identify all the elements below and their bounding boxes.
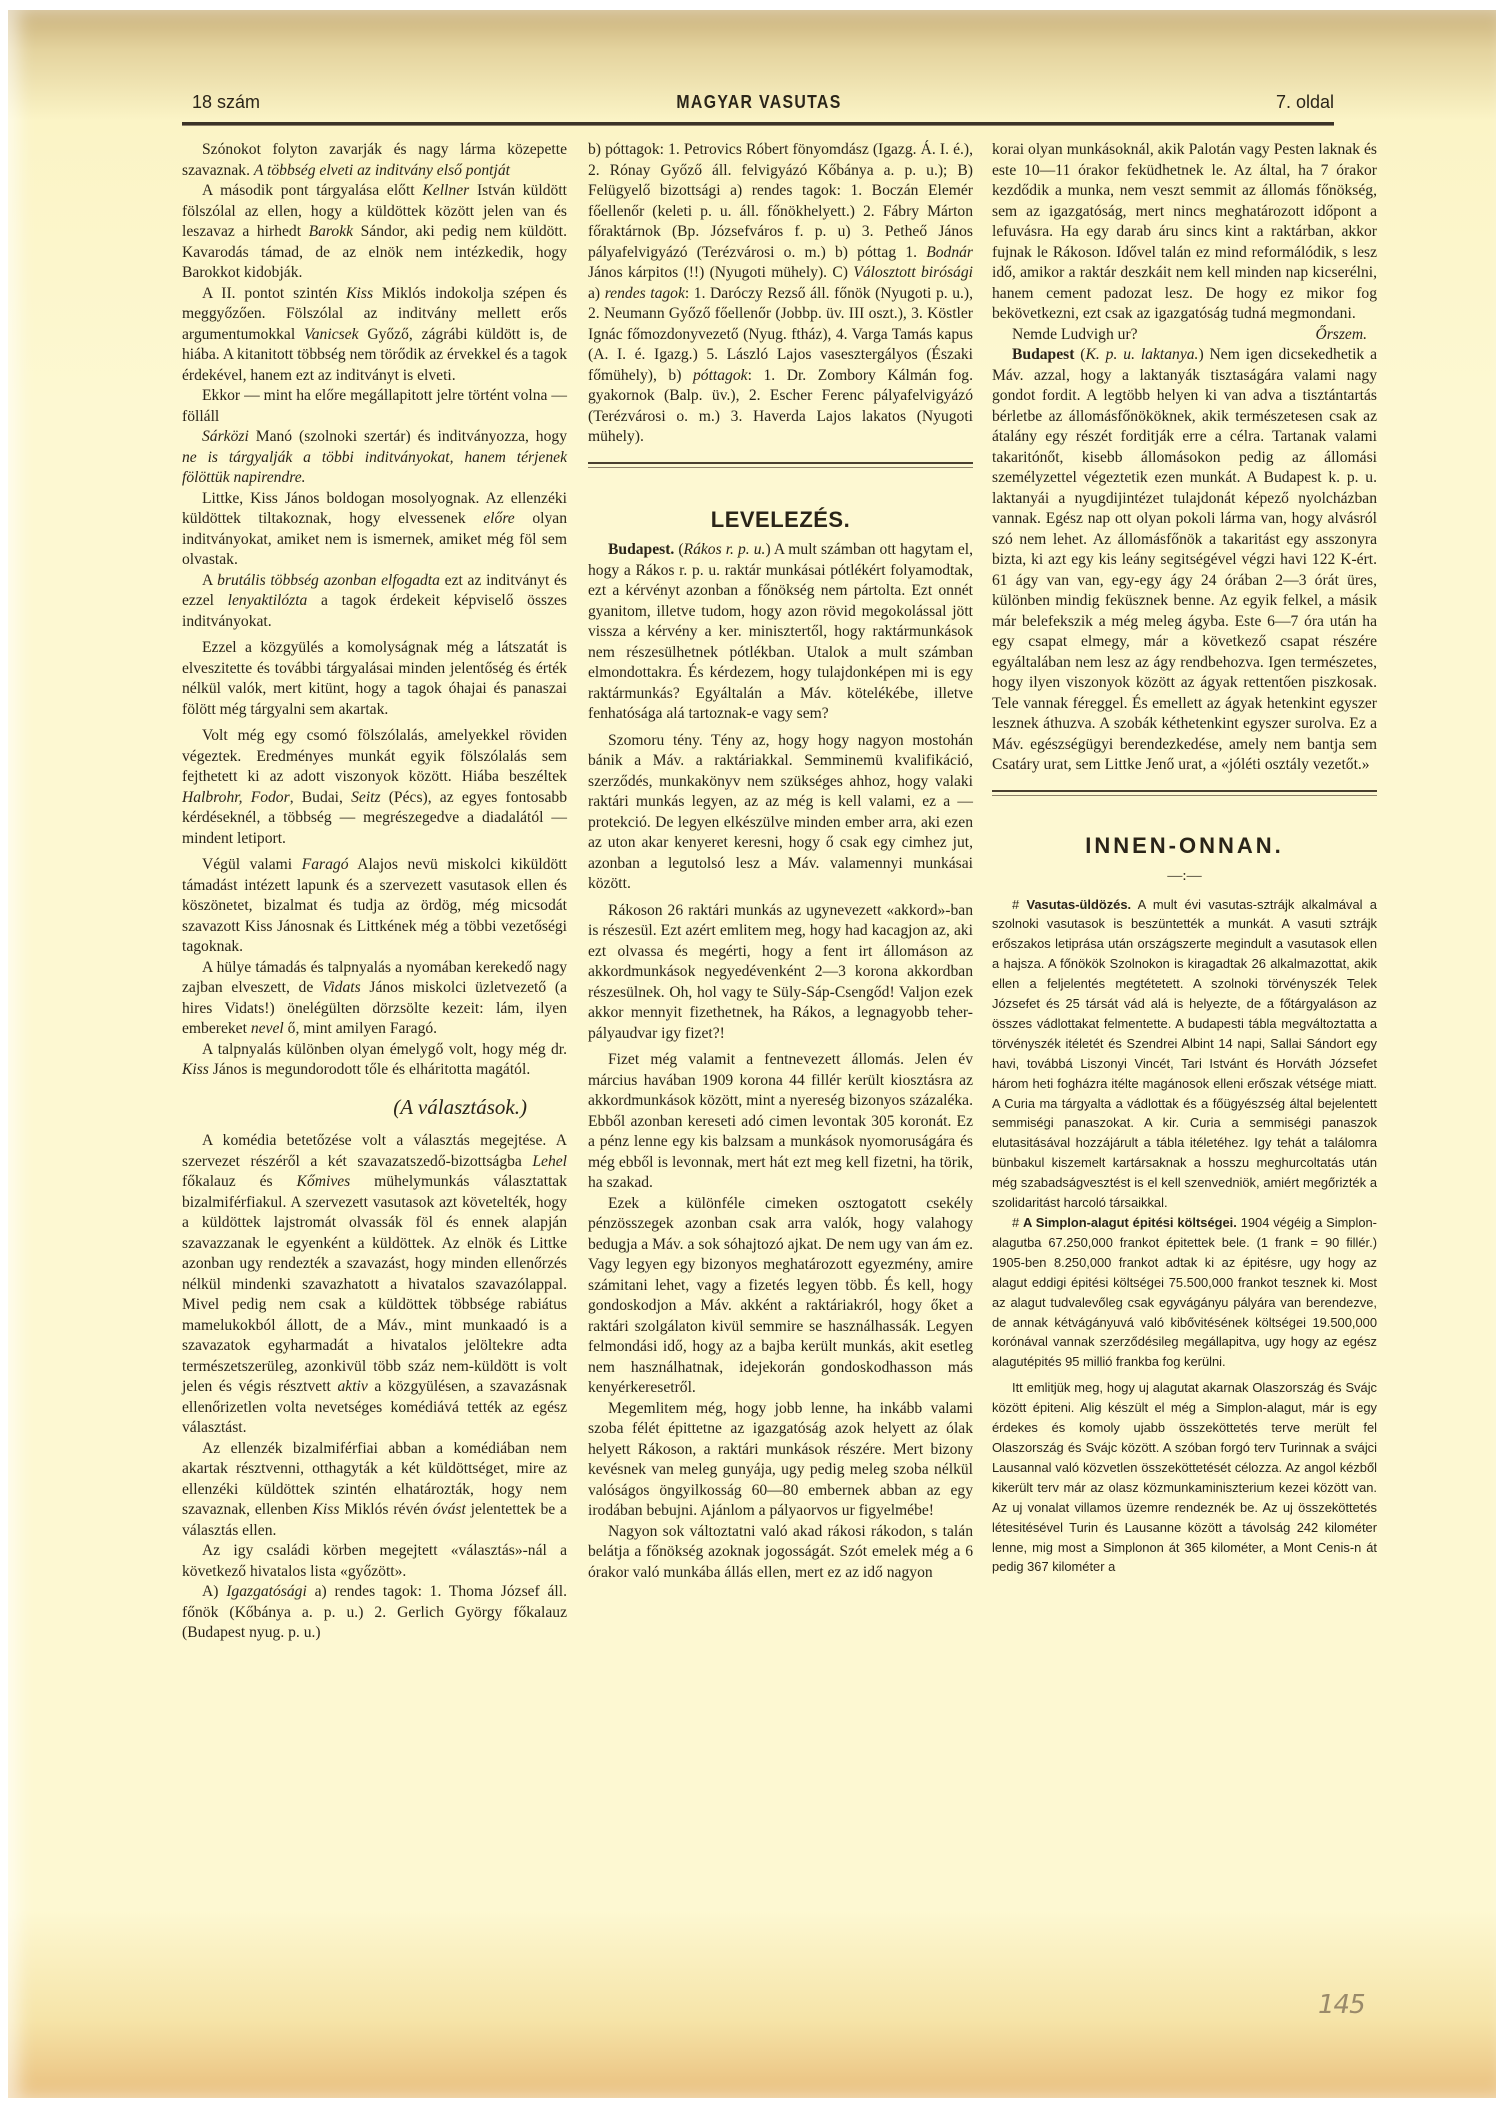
page-header	[180, 88, 1338, 118]
masthead-title: MAGYAR VASUTAS	[676, 92, 842, 112]
hash-bullet-icon: #	[1012, 896, 1020, 912]
paragraph: A komédia betetőzése volt a választás megejtése. A szervezet részéről a két szavazatszedő-bizottságba Lehel főkalauz és Kőmives mühelymunkás választattak bizalmiférfiakul. A szervezett vasutasok azt követelték, hogy a küldöttek lajstromát olvassák föl és ennek alapján szavazzanak le egyenként a küldöttek. Az elnök és Littke azonban ugy rendezték a szavazást, hogy minden ellenőrzés nélkül mindenki szavazhatott a hivatalos szavazólappal. Mivel pedig nem csak a küldöttek többsége rabiátus mamelukokból állott, de a Máv., mint munkaadó is a szavazatok egyharmadát a hivatalos jelöltekre adta természetszerüleg, azonkivül több száz nem-küldött is volt jelen és végis résztvett aktiv a közgyülésen, a szavazásnak ellenőrizetlen volta nevetséges komédiává tették az egész választást.	[182, 1132, 567, 1436]
paragraph: Budapest. (Rákos r. p. u.) A mult számban ott hagytam el, hogy a Rákos r. p. u. raktár munkásai pótlékért folyamodtak, ezt a kérvényt azonban a főnökség nem pártolta. Ezt onnét gyanitom, illetve tudom, hogy azon rövid megokolással jött vissza a kérvény a ker. minisztertől, hogy raktármunkások nem részesülhetnek pótlékban. Utalok a mult számban elmondottakra. És kérdezem, hogy tulajdonképen mi is egy raktármunkás? Egyáltalán a Máv. kötelékébe, illetve fenhatósága alá tartoznak-e vagy sem?	[588, 541, 973, 722]
paragraph: Ezek a különféle cimeken osztogatott csekély pénzösszegek azonban csak arra valók, hogy valahogy bedugja a Máv. a sok sóhajtozó ajkat. De nem ugy van ám ez. Vagy legyen egy bizonyos meghatározott egyezmény, amire számitani lehet, vagy a fizetés legyen több. És kell, hogy gondoskodjon a Máv. akként a raktáriakról, hogy őket a raktári szolgálaton kivül semmire se használhassák. Legyen felmondási idő, hogy az a bajba került munkás, akit esetleg nem használhatnak, idejekorán gondoskodhasson más kenyérkeresetről.	[588, 1194, 973, 1396]
paragraph: Az igy családi körben megejtett «választás»-nál a következő hivatalos lista «győzött».	[182, 1542, 567, 1580]
signature-line	[992, 325, 1377, 346]
paragraph: Fizet még valamit a fentnevezett állomás. Jelen év március havában 1909 korona 44 fillér került kiosztásra az akkordmunkások között, mint a nyereség bizonyos százaléka. Ebből azonban kereseti adó cimen levontak 305 koronát. Ez a pénz lenne egy kis balzsam a munkások nyomoruságára és még ebből is levonnak, mert hát ezt meg kell fizetni, ha törik, ha szakad.	[588, 1051, 973, 1191]
paragraph: A talpnyalás különben olyan émelygő volt, hogy még dr. Kiss János is megundorodott tőle és elháritotta magától.	[182, 1040, 567, 1078]
paragraph: Volt még egy csomó fölszólalás, amelyekkel röviden végeztek. Eredményes munkát egyik fölszólalás sem fejthetett ki az adott viszonyok között. Hiába beszéltek Halbrohr, Fodor, Budai, Seitz (Pécs), az egyes fontosabb kérdéseknél, a többség — megrészegedve a diadalától — mindent letiport.	[182, 727, 568, 847]
paragraph: A hülye támadás és talpnyalás a nyomában kerekedő nagy zajban elveszett, de Vidats János miskolci üzletvezető (a hires Vidats!) önelégülten dörzsölte kezeit: lám, ilyen embereket nevel ő, mint amilyen Faragó.	[182, 958, 567, 1037]
paragraph: Megemlitem még, hogy jobb lenne, ha inkább valami szoba félét épittetne az igazgatóság azok helyett az ólak helyett Rákoson, a raktári munkások részére. Mert bizony kevésnek van meleg gunyája, ugy pedig meleg szoba nélkül valóságos öngyilkosság 60—80 embernek abban az egy irodában bebujni. Ajánlom a pályaorvos ur figyelmébe!	[588, 1399, 973, 1519]
paragraph: Budapest (K. p. u. laktanya.) Nem igen dicsekedhetik a Máv. azzal, hogy a laktanyák tisztaságára valami nagy gondot fordit. A legtöbb helyen ki van adva a tisztántartás bérletbe az állomásfőnököknek, akik természetesen csak az átalány egy részét forditják erre a célra. Tartanak valami takaritónőt, kisebb állomásokon pedig az állomási személyzettel végeztetik ezen munkát. A Budapest k. p. u. laktanyái a nyugdijintézet tulajdonát képező nyolcházban vannak. Egész nap ott olyan pokoli lárma van, hogy alvásról szó nem lehet. Az állomásfőnök a takaritást egy asszonyra bizta, ki azt egy kis leány segitségével végzi havi 122 K-ért. 61 ágy van van, egy-egy ágy 24 órában 2—3 órát üres, különben mindig feküsznek benne. Az egyik felkel, a másik már belefekszik a még meleg ágyba. Este 6—7 óra után ha egy csapat elmegy, már a következő csapat részére egyáltalában nem lesz az ágy rendbehozva. Igen természetes, hogy ilyen viszonyok között az ágyak rettentően piszkosak. Tele vannak féreggel. És emellett az ágyak hetenkint egyszer lesznek áthuzva. A szobák kéthetenkint egyszer surolva. Ez a Máv. egészségügyi berendezkedése, amely nem bantja sem Csatáry urat, sem Littke Jenő urat, a «jóléti osztály vezetőt.»	[992, 346, 1378, 773]
news-item: # Vasutas-üldözés. A mult évi vasutas-sztrájk alkalmával a szolnoki vasutasok is beszüntették a munkát. A vasuti sztrájk erőszakos letiprása után országszerte megindult a vasutasok ellen a hajsza. A főnökök Szolnokon is kiragadtak 26 alkalmazottat, akik ellen a feljelentés megtétetett. A szolnoki törvényszék Telek Józsefet és 25 társát vád alá is helyezte, de a főtárgyaláson az összes vádlottakat felmentette. A budapesti tábla megváltoztatta a törvényszék itéletét és Szendrei Albint 14 napi, Sallai Sándort egy havi, továbbá Liszonyi Vincét, Tari Istvánt és Horváth Józsefet három heti fogházra itélte magánosok elleni erőszak vétsége miatt. A Curia ma tárgyalta a vádlottak és a főügyészség által bejelentett semmiségi panaszokat. A kir. Curia a semmiségi panaszok elutasitásával hozzájárult a tábla itéletéhez. Igy tehát a találomra bünbakul kiszemelt kartársaknak a hosszu meghurcoltatás után még szabadságvesztést is el kell szenvedniök, amiért megőrizték a szolidaritást harcoló társaikkal.	[992, 896, 1377, 1211]
header-rule	[182, 122, 1334, 126]
column-1	[182, 140, 567, 1644]
paragraph: Ekkor — mint ha előre megállapitott jelre történt volna — fölláll	[182, 387, 567, 425]
page-number: 7. oldal	[1275, 92, 1334, 112]
paragraph: Ezzel a közgyülés a komolyságnak még a látszatát is elveszitette és további tárgyalásai minden jelentőség és érték nélkül valók, mert kitünt, hogy a tagok óhajai és panaszai fölött még tárgyalni sem akartak.	[182, 639, 567, 718]
paragraph: Rákoson 26 raktári munkás az ugynevezett «akkord»-ban is részesül. Ezt azért emlitem meg, hogy had kacagjon az, aki ezt olvassa és megérti, hogy a fent irt állomáson az akkordmunkások negyedévenként 2—3 korona akkordban részesülnek. Oh, hol vagy te Süly-Sáp-Csengőd! Valjon ezek akkor mennyit fizethetnek, ha Rákos, a legnagyobb teher-pályaudvar igy fizet?!	[588, 901, 973, 1042]
issue-number: 18 szám	[192, 92, 261, 112]
paragraph: Sárközi Manó (szolnoki szertár) és inditványozza, hogy ne is tárgyalják a többi inditványokat, hanem térjenek fölöttük napirendre.	[182, 428, 567, 486]
closing-question: Nemde Ludvigh ur?	[1012, 325, 1138, 343]
subsection-title: (A választások.)	[393, 1094, 527, 1119]
paragraph: Az ellenzék bizalmiférfiai abban a komédiában nem akartak résztvenni, otthagyták a két küldöttséget, mire az ellenzéki küldöttek szintén elhatározták, hogy nem szavaznak, ellenben Kiss Miklós révén óvást jelentettek be a választás ellen.	[182, 1439, 567, 1539]
paragraph: korai olyan munkásoknál, akik Palotán vagy Pesten laknak és este 10—11 órakor feküdhetnek le. Az által, ha 7 órakor kezdődik a munka, nem veszt semmit az állomás főnökség, sem az igazgatóság, mert nincs meghatározott időpont a lefuvásra. Ha egy darab áru sincs kint a raktárban, akkor fujnak le Rákoson. Idővel talán ez mind reformálódik, s lesz idő, amikor a raktár deszkáit nem kell minden nap kicserélni, hanem cement padozat lesz. De hogy ez mikor fog bekövetkezni, ezt csak az igazgatóság tudná megmondani.	[992, 141, 1377, 322]
section-title-innen-onnan: INNEN-ONNAN.	[1085, 832, 1284, 858]
author-signature: Őrszem.	[1315, 325, 1367, 343]
section-divider	[992, 790, 1377, 796]
paragraph: Szónokot folyton zavarják és nagy lárma közepette szavaznak. A többség elveti az inditvány első pontját	[182, 141, 567, 179]
separator-ornament: —:—	[1167, 868, 1202, 884]
column-3	[992, 140, 1377, 1577]
column-2	[588, 140, 973, 1583]
paragraph: Nagyon sok változtatni való akad rákosi rákodon, s talán belátja a főnökség azoknak jogosságát. Szót emelek még a 6 órakor való munkába állás ellen, mert ez az idő nagyon	[588, 1522, 973, 1581]
section-title-levelezes: LEVELEZÉS.	[710, 506, 851, 532]
paragraph: A II. pontot szintén Kiss Miklós indokolja szépen és meggyőzően. Fölszólal az inditvány mellett erős argumentumokkal Vanicsek Győző, zágrábi küldött is, de hiába. A kitanitott többség nem törődik az érvekkel és a tagok érdekével, hanem ezt az inditványt is elveti.	[182, 284, 567, 384]
hash-bullet-icon: #	[1012, 1215, 1020, 1230]
paragraph: A második pont tárgyalása előtt Kellner István küldött fölszólal az ellen, hogy a küldöttek között jelen van és leszavaz a hirhedt Barokk Sándor, aki pedig nem küldött. Kavarodás támad, de az elnök nem intézkedik, hogy Barokkot kidobják.	[182, 182, 567, 281]
news-item: Itt emlitjük meg, hogy uj alagutat akarnak Olaszország és Svájc között épiteni. Alig készült el még a Simplon-alagut, már is egy érdekes és komoly ujabb összeköttetés terve merült fel Olaszország és Svájc között. A szóban forgó terv Turinnak a svájci Lausannal való közvetlen összeköttetését célozza. Az angol kézből kikerült terv már az olasz közmunkaminiszterium kezei között van. Az uj vonalat villamos üzemre rendeznék be. Az uj összeköttetés létesitésével Turin és Lausanne között a távolság 242 kilométer lenne, mig most a Simplonon át 365 kilométer, a Mont Cenis-n át pedig 367 kilométer a	[992, 1380, 1377, 1575]
paragraph: Végül valami Faragó Alajos nevü miskolci kiküldött támadást intézett lapunk és a szervezett vasutasok ellen és köszönetet, bizalmat és tudja az ördög, még micsodát szavazott Kiss Jánosnak és Littkének még a többi vezetőségi tagoknak.	[182, 856, 567, 955]
archive-page-mark: 145	[1318, 1990, 1365, 2020]
paragraph: A) Igazgatósági a) rendes tagok: 1. Thoma József áll. főnök (Kőbánya a. p. u.) 2. Gerlich György főkalauz (Budapest nyug. p. u.)	[182, 1583, 567, 1641]
paragraph: A brutális többség azonban elfogadta ezt az inditványt és ezzel lenyaktilózta a tagok érdekeit képviselő összes inditványokat.	[182, 571, 568, 630]
paragraph: Littke, Kiss János boldogan mosolyognak. Az ellenzéki küldöttek tiltakoznak, hogy elvessenek előre olyan inditványokat, amiket nem is ismernek, amiket még föl sem olvastak.	[182, 489, 567, 568]
paragraph: Szomoru tény. Tény az, hogy hogy nagyon mostohán bánik a Máv. a raktáriakkal. Semminemü kvalifikáció, szerződés, munkakönyv nem szükséges ahhoz, hogy valaki raktári munkás legyen, az az még is kell valami, ez a — protekció. De legyen elkészülve minden ember arra, aki ezen az uton akar kenyeret keresni, hogy ő csak egy cimhez jut, azonban a legutolsó lesz a Máv. valamennyi munkásai között.	[588, 731, 973, 892]
news-item: # A Simplon-alagut épitési költségei. 1904 végéig a Simplon-alagutba 67.250,000 frankot épitettek bele. (1 frank = 90 fillér.) 1905-ben 8.250,000 frankot adtak ki az épitésre, ugy hogy az alagut eddigi épitési költségei 75.500,000 frankot tesznek ki. Most az alagut tudvalevőleg csak egyvágányu pályára van berendezve, de annak kétvágányuvá való kibővitésének költségei 19.500,000 korónával vannak szerződésileg megállapitva, ugy hogy az egész alagutépités 95 millió frankba fog kerülni.	[992, 1215, 1377, 1370]
section-divider	[588, 462, 973, 468]
paragraph: b) póttagok: 1. Petrovics Róbert fönyomdász (Igazg. Á. I. é.), 2. Rónay Győző áll. felvigyázó Kőbánya a. p. u.); B) Felügyelő bizottsági a) rendes tagok: 1. Boczán Elemér főellenőr (keleti p. u. áll. főnökhelyett.) 2. Fábry Márton főraktárnok (Bp. Józsefváros f. p. u) 3. Petheő János pályafelvigyázó (Terézvárosi o. m.) b) póttag 1. Bodnár János kárpitos (!!) (Nyugoti mühely). C) Válosztott birósági a) rendes tagok: 1. Daróczy Rezső áll. főnök (Nyugoti p. u.), 2. Neumann Győző főellenőr (Jobbp. üv. III oszt.), 3. Köstler Ignác főmozdonyvezető (Nyug. ftház), 4. Varga Tamás kapus (A. I. é. Igazg.) 5. László Lajos vasesztergályos (Északi főmühely), b) póttagok: 1. Dr. Zombory Kálmán fog. gyakornok (Balp. üv.), 2. Escher Ferenc pályafelvigyázó (Terézvárosi o. m.) 3. Haverda Lajos lakatos (Nyugoti mühely).	[588, 141, 973, 445]
